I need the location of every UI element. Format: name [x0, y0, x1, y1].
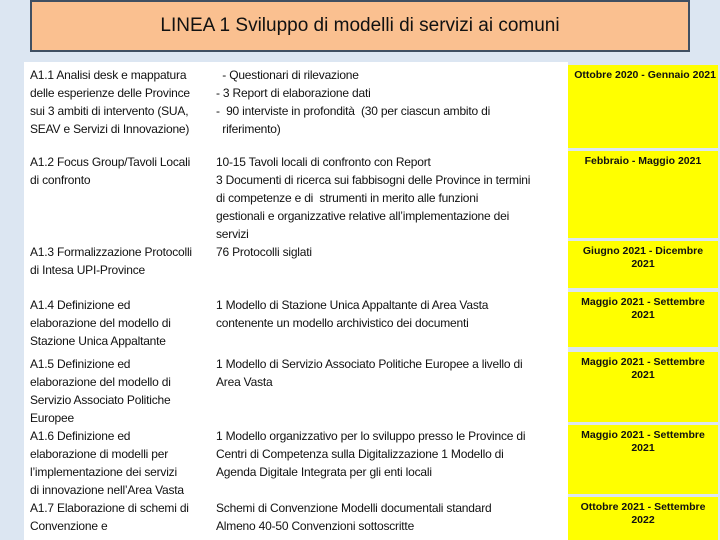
cell-line: Schemi di Convenzione Modelli documentali standard — [216, 501, 492, 515]
cell-line: elaborazione del modello di — [30, 375, 171, 389]
cell-line: Centri di Competenza sulla Digitalizzazione 1 Modello di — [216, 447, 504, 461]
cell-line: elaborazione di modelli per — [30, 447, 169, 461]
period-cell: Ottobre 2021 - Settembre 2022 — [568, 497, 718, 540]
cell-line: di confronto — [30, 173, 91, 187]
outputs-cell — [216, 355, 571, 391]
cell-line: A1.2 Focus Group/Tavoli Locali — [30, 155, 191, 169]
cell-line: contenente un modello archivistico dei documenti — [216, 316, 469, 330]
slide-title: LINEA 1 Sviluppo di modelli di servizi ai comuni — [30, 0, 690, 52]
cell-line: 10-15 Tavoli locali di confronto con Report — [216, 155, 431, 169]
period-cell: Ottobre 2020 - Gennaio 2021 — [568, 65, 718, 148]
cell-line: Almeno 40-50 Convenzioni sottoscritte — [216, 519, 415, 533]
activity-cell — [30, 66, 218, 138]
cell-line: di Intesa UPI-Province — [30, 263, 145, 277]
cell-line: A1.3 Formalizzazione Protocolli — [30, 245, 192, 259]
cell-line: 1 Modello di Servizio Associato Politiche Europee a livello di — [216, 357, 523, 371]
cell-line: - 90 interviste in profondità (30 per ciascun ambito di — [216, 104, 491, 118]
cell-line: SEAV e Servizi di Innovazione) — [30, 122, 190, 136]
cell-line: delle esperienze delle Province — [30, 86, 190, 100]
activity-cell — [30, 243, 218, 279]
activity-table — [24, 62, 568, 540]
outputs-cell — [216, 499, 571, 535]
cell-line: A1.5 Definizione ed — [30, 357, 131, 371]
outputs-cell — [216, 427, 571, 481]
cell-line: riferimento) — [216, 122, 281, 136]
cell-line: Area Vasta — [216, 375, 273, 389]
outputs-cell — [216, 66, 571, 138]
cell-line: Stazione Unica Appaltante — [30, 334, 166, 348]
cell-line: 3 Documenti di ricerca sui fabbisogni delle Province in termini — [216, 173, 531, 187]
cell-line: servizi — [216, 227, 249, 241]
period-cell: Maggio 2021 - Settembre 2021 — [568, 292, 718, 347]
cell-line: - 3 Report di elaborazione dati — [216, 86, 371, 100]
cell-line: Convenzione e — [30, 519, 108, 533]
activity-cell — [30, 296, 218, 350]
period-cell: Maggio 2021 - Settembre 2021 — [568, 352, 718, 422]
period-cell: Maggio 2021 - Settembre 2021 — [568, 425, 718, 494]
cell-line: Europee — [30, 411, 74, 425]
cell-line: sui 3 ambiti di intervento (SUA, — [30, 104, 189, 118]
activity-cell — [30, 153, 218, 189]
cell-line: - Questionari di rilevazione — [216, 68, 359, 82]
cell-line: di competenze e di strumenti in merito alle funzioni — [216, 191, 479, 205]
cell-line: 1 Modello di Stazione Unica Appaltante di Area Vasta — [216, 298, 489, 312]
cell-line: gestionali e organizzative relative all’implementazione dei — [216, 209, 510, 223]
outputs-cell — [216, 153, 571, 243]
cell-line: A1.6 Definizione ed — [30, 429, 131, 443]
activity-cell — [30, 499, 218, 535]
cell-line: A1.4 Definizione ed — [30, 298, 131, 312]
cell-line: 1 Modello organizzativo per lo sviluppo presso le Province di — [216, 429, 526, 443]
cell-line: A1.1 Analisi desk e mappatura — [30, 68, 187, 82]
period-cell: Febbraio - Maggio 2021 — [568, 151, 718, 238]
activity-cell — [30, 427, 218, 499]
cell-line: Agenda Digitale Integrata per gli enti locali — [216, 465, 432, 479]
cell-line: A1.7 Elaborazione di schemi di — [30, 501, 189, 515]
activity-cell — [30, 355, 218, 427]
cell-line: Servizio Associato Politiche — [30, 393, 171, 407]
cell-line: elaborazione del modello di — [30, 316, 171, 330]
cell-line: l’implementazione dei servizi — [30, 465, 177, 479]
period-cell: Giugno 2021 - Dicembre 2021 — [568, 241, 718, 288]
cell-line: di innovazione nell’Area Vasta — [30, 483, 184, 497]
outputs-cell — [216, 243, 571, 261]
cell-line: 76 Protocolli siglati — [216, 245, 312, 259]
outputs-cell — [216, 296, 571, 332]
